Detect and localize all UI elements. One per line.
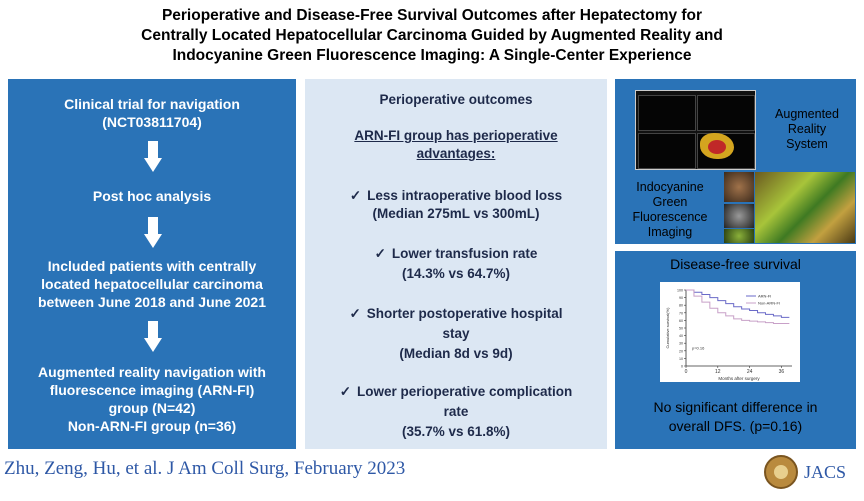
journal-name: JACS: [804, 462, 847, 482]
outcome-detail: (14.3% vs 64.7%): [401, 266, 511, 281]
outcome-item: [305, 187, 607, 205]
flow-text: Included patients with centrally: [47, 258, 257, 274]
outcome-item: [305, 305, 607, 323]
study-flow-panel: [8, 79, 296, 449]
outcome-item: [305, 383, 607, 401]
y-axis-label: Cumulative survival(%): [665, 307, 670, 349]
flow-text: group (N=42): [108, 400, 196, 416]
dfs-conclusion-text: overall DFS. (p=0.16): [668, 418, 803, 434]
icg-imaging-label: [620, 180, 720, 240]
laparoscopic-photo: [724, 172, 754, 202]
icg-label-text: Fluorescence: [632, 210, 708, 224]
ar-system-label: [759, 107, 855, 152]
outcome-text: Shorter postoperative hospital: [366, 306, 563, 321]
outcome-text: Lower perioperative complication: [357, 384, 573, 399]
check-icon: ✓: [374, 246, 386, 261]
x-tick-label: 36: [778, 369, 785, 375]
ar-label-text: Augmented: [775, 107, 839, 121]
icg-label-text: Imaging: [647, 225, 693, 239]
km-chart-svg: [660, 282, 800, 382]
outcome-detail: (35.7% vs 61.8%): [401, 424, 511, 439]
flow-text: Augmented reality navigation with: [38, 364, 266, 380]
title-line: Indocyanine Green Fluorescence Imaging: A Single-Center Experience: [172, 47, 692, 64]
legend-label: Non-ARN-FI: [758, 300, 781, 306]
km-chart: [660, 282, 800, 382]
down-arrow-icon: [144, 141, 162, 173]
icg-label-text: Indocyanine: [636, 180, 704, 194]
page-title: [40, 6, 824, 66]
flow-text: Non-ARN-FI group (n=36): [67, 418, 237, 434]
dfs-conclusion-text: No significant difference in: [653, 399, 818, 415]
tumor-model-image: [708, 140, 726, 154]
x-axis-label: Months after surgery: [718, 376, 760, 381]
fluorescence-photo: [755, 172, 855, 243]
outcome-detail: stay: [442, 326, 470, 341]
dfs-heading: Disease-free survival: [670, 256, 801, 272]
jacs-seal-logo: [764, 455, 798, 489]
y-tick-label: 80: [679, 303, 683, 308]
outcomes-subheading: advantages:: [416, 146, 496, 161]
y-tick-label: 60: [679, 318, 683, 323]
dfs-conclusion: [615, 398, 856, 436]
title-line: Centrally Located Hepatocellular Carcinoma Guided by Augmented Reality and: [141, 27, 723, 44]
flow-step-trial: [8, 95, 296, 131]
x-tick-label: 0: [684, 369, 688, 375]
outcome-text: Less intraoperative blood loss: [367, 188, 563, 203]
outcome-item: [305, 245, 607, 263]
y-tick-label: 40: [679, 334, 683, 339]
y-tick-label: 70: [679, 311, 683, 316]
outcome-detail: rate: [443, 404, 469, 419]
outcome-detail: (Median 275mL vs 300mL): [372, 206, 540, 221]
y-tick-label: 100: [677, 288, 683, 293]
flow-step-analysis: [8, 187, 296, 205]
down-arrow-icon: [144, 321, 162, 353]
check-icon: ✓: [349, 188, 362, 203]
x-tick-label: 12: [715, 369, 721, 375]
check-icon: ✓: [339, 384, 351, 399]
check-icon: ✓: [349, 306, 361, 321]
outcomes-panel: [305, 79, 607, 449]
ar-label-text: Reality: [787, 122, 827, 136]
laparoscopic-photo: [724, 204, 754, 228]
icg-label-text: Green: [652, 195, 688, 209]
laparoscopic-photo: [724, 229, 754, 243]
y-tick-label: 20: [679, 349, 683, 354]
flow-text: Clinical trial for navigation: [64, 96, 240, 112]
flow-text: between June 2018 and June 2021: [38, 294, 266, 310]
title-line: Perioperative and Disease-Free Survival Outcomes after Hepatectomy for: [161, 7, 703, 24]
y-tick-label: 50: [679, 326, 683, 331]
flow-step-groups: [8, 363, 296, 435]
outcomes-heading: Perioperative outcomes: [379, 92, 533, 107]
y-tick-label: 90: [679, 296, 683, 301]
x-tick-label: 24: [746, 369, 753, 375]
flow-step-inclusion: [8, 257, 296, 311]
citation: Zhu, Zeng, Hu, et al. J Am Coll Surg, February 2023: [4, 458, 406, 479]
y-tick-label: 0: [681, 364, 683, 369]
flow-text: located hepatocellular carcinoma: [41, 276, 263, 292]
down-arrow-icon: [144, 217, 162, 249]
legend-label: ARN-FI: [758, 293, 772, 299]
y-tick-label: 10: [679, 356, 683, 361]
flow-text: (NCT03811704): [102, 114, 202, 130]
outcomes-subheading: ARN-FI group has perioperative: [354, 128, 558, 143]
ar-label-text: System: [786, 137, 828, 151]
outcome-text: Lower transfusion rate: [391, 246, 538, 261]
outcome-detail: (Median 8d vs 9d): [399, 346, 513, 361]
flow-text: fluorescence imaging (ARN-FI): [49, 382, 255, 398]
p-value-annotation: p=0.16: [692, 345, 705, 351]
ar-software-screenshot: [635, 90, 756, 170]
flow-text: Post hoc analysis: [92, 188, 212, 204]
y-tick-label: 30: [679, 341, 683, 346]
